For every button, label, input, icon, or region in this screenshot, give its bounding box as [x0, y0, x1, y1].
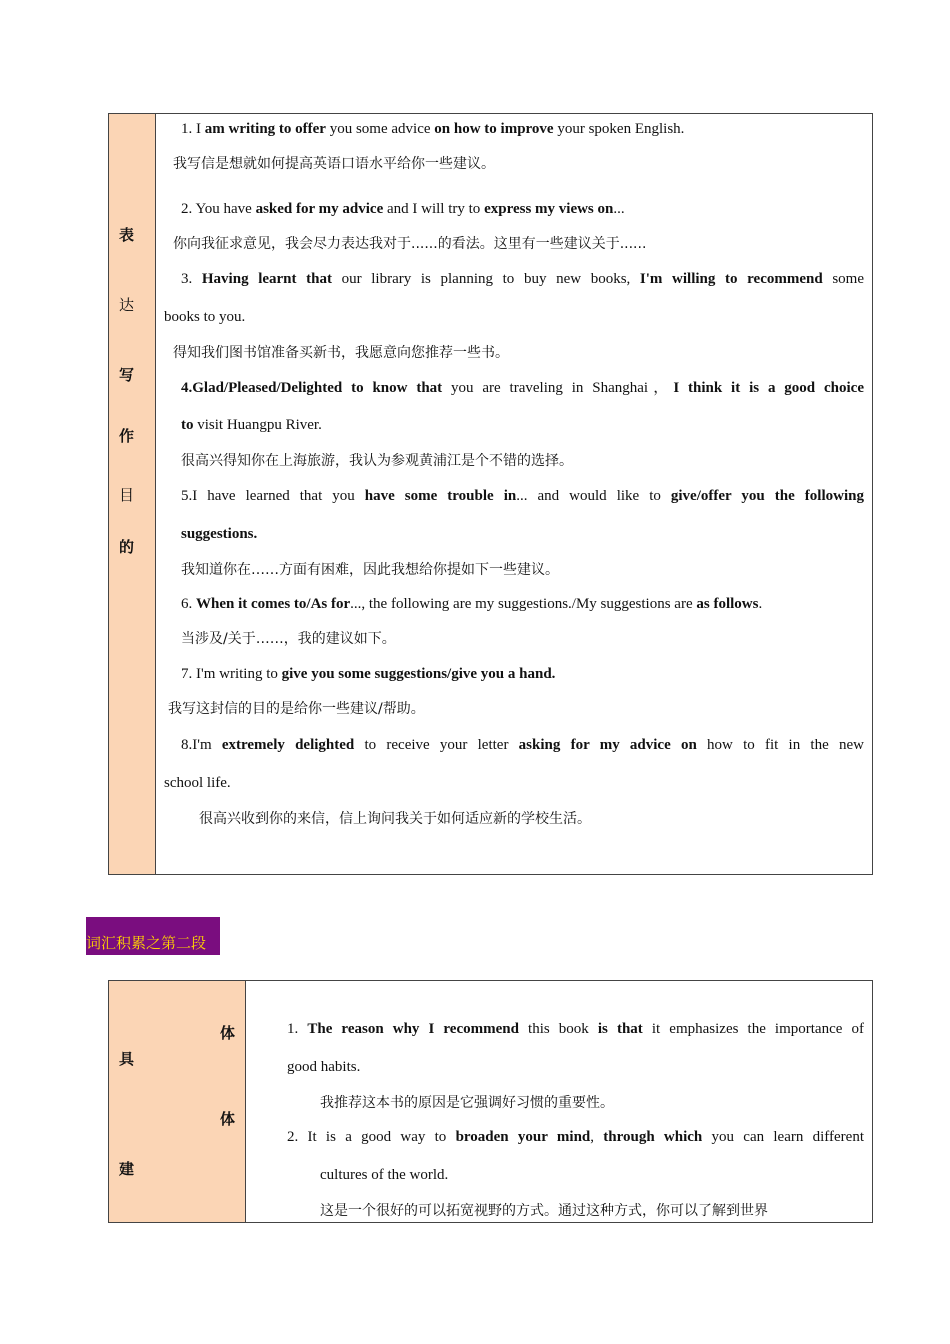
- text-segment: and I will try to: [383, 201, 485, 217]
- side-char: 表: [119, 228, 135, 244]
- text-segment: ...: [613, 201, 625, 217]
- expression-line: [181, 524, 257, 544]
- expression-line: [287, 1057, 360, 1077]
- key-phrase: I'm willing to recommend: [639, 271, 823, 287]
- key-phrase: to: [181, 417, 194, 433]
- text-segment: 2. It is a good way to: [287, 1129, 456, 1145]
- key-phrase: asking for my advice on: [518, 737, 697, 753]
- key-phrase: on how to improve: [434, 121, 554, 137]
- translation-line: 你向我征求意见，我会尽力表达我对于......的看法。这里有一些建议关于......: [173, 236, 647, 252]
- text-segment: .: [758, 596, 763, 612]
- text-segment: ,: [590, 1129, 604, 1145]
- translation-line: 当涉及/关于……，我的建议如下。: [181, 631, 396, 647]
- side-char: 体: [220, 1112, 236, 1128]
- expression-line: [287, 1019, 864, 1039]
- expression-line: [181, 119, 684, 139]
- expression-line: [164, 773, 231, 793]
- side-char: 具: [119, 1052, 135, 1068]
- key-phrase: When it comes to/As for: [196, 596, 351, 612]
- key-phrase: The reason why I recommend: [307, 1021, 519, 1037]
- key-phrase: asked for my advice: [255, 201, 384, 217]
- expression-line: [181, 378, 864, 398]
- text-segment: visit Huangpu River.: [193, 417, 322, 433]
- key-phrase: give you some suggestions/give you a hand.: [281, 666, 556, 682]
- side-char: 作: [119, 429, 135, 445]
- key-phrase: give/offer you the following: [670, 488, 864, 504]
- side-label-column: [109, 981, 246, 1222]
- specific-suggestion-table: [108, 980, 873, 1223]
- side-char: 体: [220, 1026, 236, 1042]
- text-segment: ..., the following are my suggestions./My suggestions are: [350, 596, 697, 612]
- translation-line: 很高兴得知你在上海旅游，我认为参观黄浦江是个不错的选择。: [181, 453, 573, 469]
- expression-line: [164, 307, 245, 327]
- text-segment: books to you.: [164, 309, 246, 325]
- key-phrase: extremely delighted: [221, 737, 355, 753]
- text-segment: 8.I'm: [181, 737, 222, 753]
- expression-line: [287, 1127, 864, 1147]
- text-segment: you are traveling in Shanghai，: [442, 380, 674, 396]
- text-segment: you can learn different: [702, 1129, 864, 1145]
- text-segment: 5.I have learned that you: [181, 488, 365, 504]
- key-phrase: suggestions.: [181, 526, 258, 542]
- expression-line: [181, 415, 322, 435]
- key-phrase: am writing to offer: [204, 121, 326, 137]
- translation-line: 这是一个很好的可以拓宽视野的方式。通过这种方式，你可以了解到世界: [320, 1203, 768, 1219]
- translation-line: 我推荐这本书的原因是它强调好习惯的重要性。: [320, 1095, 614, 1111]
- side-label-column: [109, 114, 156, 874]
- translation-line: 我写信是想就如何提高英语口语水平给你一些建议。: [173, 156, 495, 172]
- translation-line: 我知道你在……方面有困难，因此我想给你提如下一些建议。: [181, 562, 559, 578]
- text-segment: school life.: [164, 775, 231, 791]
- text-segment: 7. I'm writing to: [181, 666, 282, 682]
- text-segment: good habits.: [287, 1059, 361, 1075]
- side-char: 达: [119, 298, 135, 314]
- writing-purpose-table: [108, 113, 873, 875]
- text-segment: 1. I: [181, 121, 205, 137]
- expression-line: [181, 735, 864, 755]
- text-segment: our library is planning to buy new books,: [332, 271, 640, 287]
- key-phrase: as follows: [696, 596, 759, 612]
- text-segment: it emphasizes the importance of: [642, 1021, 864, 1037]
- key-phrase: I think it is a good choice: [673, 380, 864, 396]
- expression-line: [181, 594, 762, 614]
- text-segment: some: [822, 271, 864, 287]
- key-phrase: Having learnt that: [201, 271, 332, 287]
- translation-line: 我写这封信的目的是给你一些建议/帮助。: [168, 701, 425, 717]
- section-banner: [86, 917, 220, 955]
- key-phrase: have some trouble in: [364, 488, 517, 504]
- side-char: 写: [119, 368, 135, 384]
- key-phrase: is that: [597, 1021, 643, 1037]
- text-segment: your spoken English.: [553, 121, 685, 137]
- text-segment: this book: [518, 1021, 598, 1037]
- expression-line: [181, 269, 864, 289]
- text-segment: 6.: [181, 596, 196, 612]
- expression-line: [181, 664, 555, 684]
- expression-line: [181, 486, 864, 506]
- text-segment: ... and would like to: [516, 488, 671, 504]
- key-phrase: express my views on: [484, 201, 614, 217]
- side-char: 建: [119, 1162, 135, 1178]
- expression-line: [181, 199, 625, 219]
- translation-line: 很高兴收到你的来信，信上询问我关于如何适应新的学校生活。: [199, 811, 591, 827]
- text-segment: you some advice: [325, 121, 435, 137]
- expression-line: [320, 1165, 448, 1185]
- text-segment: 3.: [181, 271, 202, 287]
- translation-line: 得知我们图书馆准备买新书，我愿意向您推荐一些书。: [173, 345, 509, 361]
- text-segment: to receive your letter: [354, 737, 519, 753]
- text-segment: 2. You have: [181, 201, 256, 217]
- text-segment: how to fit in the new: [696, 737, 864, 753]
- text-segment: cultures of the world.: [320, 1167, 449, 1183]
- key-phrase: through which: [603, 1129, 703, 1145]
- key-phrase: broaden your mind: [455, 1129, 591, 1145]
- text-segment: 1.: [287, 1021, 308, 1037]
- side-char: 的: [119, 540, 135, 556]
- side-char: 目: [119, 488, 135, 504]
- section-banner-text: 词汇积累之第二段: [86, 934, 207, 952]
- key-phrase: 4.Glad/Pleased/Delighted to know that: [181, 380, 443, 396]
